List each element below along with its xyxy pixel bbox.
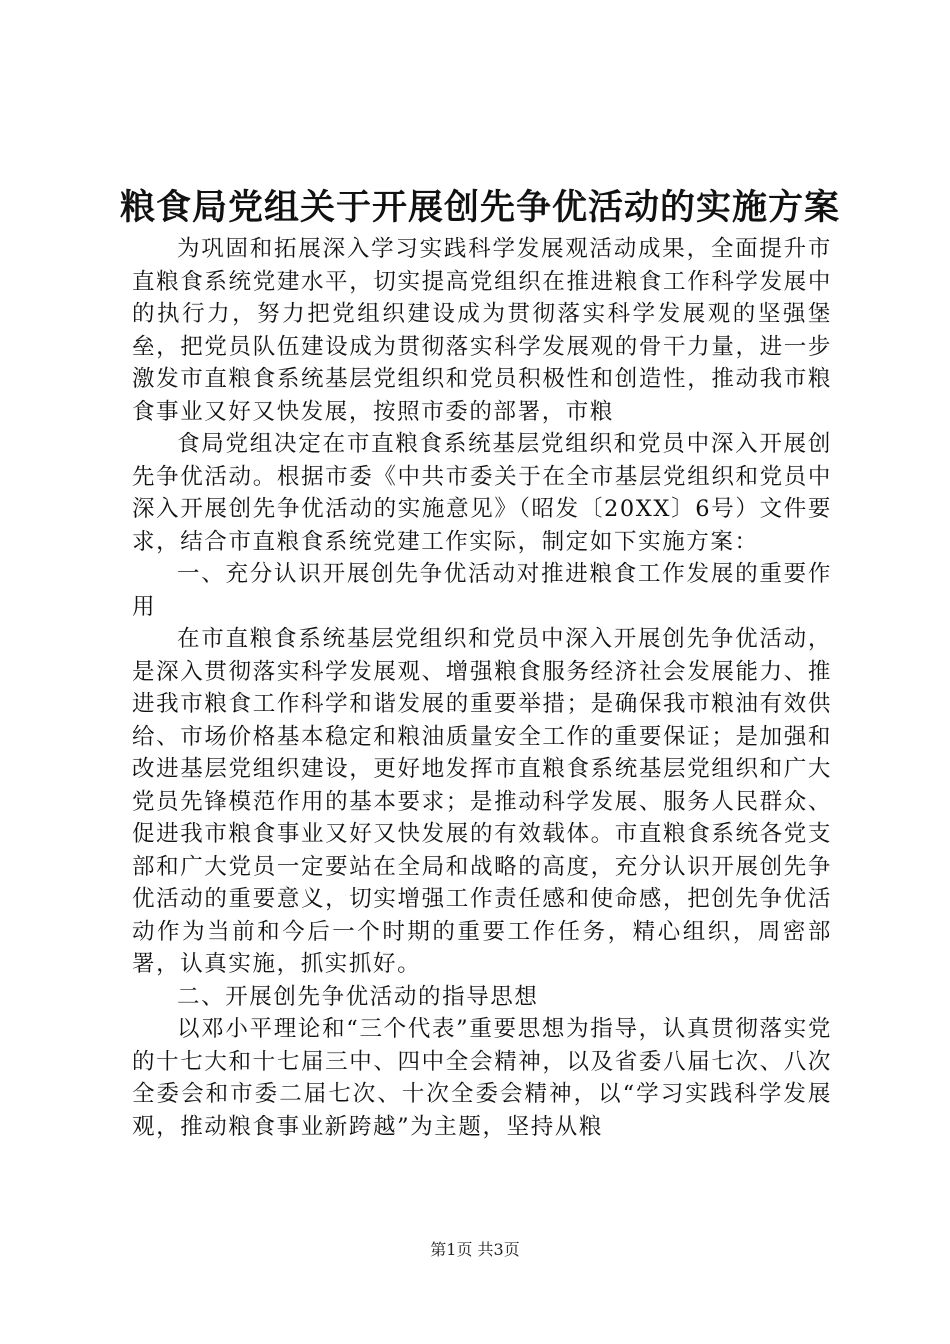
document-body — [132, 233, 832, 1143]
paragraph-importance: 在市直粮食系统基层党组织和党员中深入开展创先争优活动，是深入贯彻落实科学发展观、增强粮食服务经济社会发展能力、推进我市粮食工作科学和谐发展的重要举措；是确保我市粮油有效供给、市场价格基本稳定和粮油质量安全工作的重要保证；是加强和改进基层党组织建设，更好地发挥市直粮食系统基层党组织和广大党员先锋模范作用的基本要求；是推动科学发展、服务人民群众、促进我市粮食事业又好又快发展的有效载体。市直粮食系统各党支部和广大党员一定要站在全局和战略的高度，充分认识开展创先争优活动的重要意义，切实增强工作责任感和使命感，把创先争优活动作为当前和今后一个时期的重要工作任务，精心组织，周密部署，认真实施，抓实抓好。 — [132, 626, 832, 977]
document-title: 粮食局党组关于开展创先争优活动的实施方案 — [120, 188, 841, 228]
section-heading-2: 二、开展创先争优活动的指导思想 — [177, 983, 539, 1010]
paragraph-intro: 为巩固和拓展深入学习实践科学发展观活动成果，全面提升市直粮食系统党建水平，切实提高党组织在推进粮食工作科学发展中的执行力，努力把党组织建设成为贯彻落实科学发展观的坚强堡垒，把党员队伍建设成为贯彻落实科学发展观的骨干力量，进一步激发市直粮食系统基层党组织和党员积极性和创造性，推动我市粮食事业又好又快发展，按照市委的部署，市粮 — [132, 236, 832, 425]
paragraph-decision: 食局党组决定在市直粮食系统基层党组织和党员中深入开展创先争优活动。根据市委《中共市委关于在全市基层党组织和党员中深入开展创先争优活动的实施意见》（昭发〔20XX〕6号）文件要求，结合市直粮食系统党建工作实际，制定如下实施方案： — [132, 431, 832, 555]
section-heading-1: 一、充分认识开展创先争优活动对推进粮食工作发展的重要作用 — [132, 561, 832, 620]
page-footer: 第1页 共3页 — [430, 1240, 520, 1259]
paragraph-guiding-thought: 以邓小平理论和“三个代表”重要思想为指导，认真贯彻落实党的十七大和十七届三中、四中全会精神，以及省委八届七次、八次全委会和市委二届七次、十次全委会精神，以“学习实践科学发展观，推动粮食事业新跨越”为主题，坚持从粮 — [132, 1016, 832, 1140]
